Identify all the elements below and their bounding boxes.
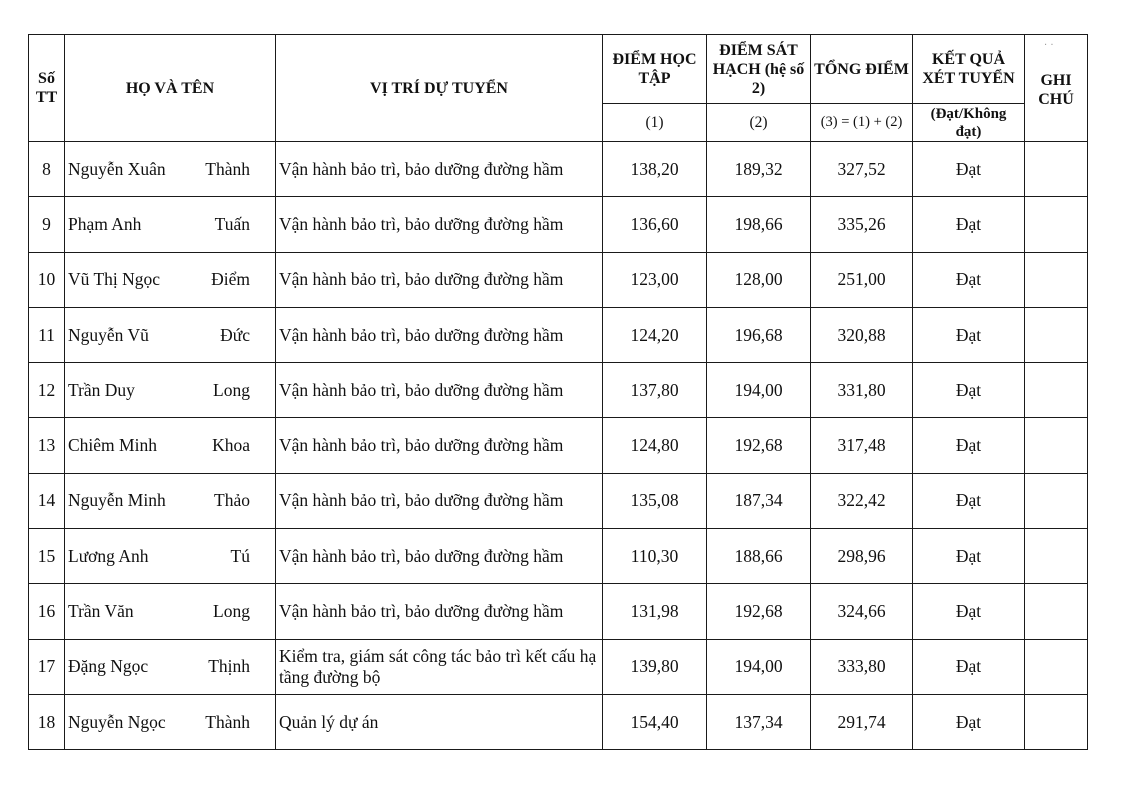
row-stt-text: 11 xyxy=(38,324,55,345)
row-study-score xyxy=(603,473,707,528)
row-note xyxy=(1025,197,1088,252)
row-study-score xyxy=(603,363,707,418)
results-table xyxy=(28,34,1088,750)
row-total-score-text: 333,80 xyxy=(837,656,886,677)
row-total-score-text: 335,26 xyxy=(837,213,886,234)
row-stt xyxy=(29,252,65,307)
row-exam-score-text: 198,66 xyxy=(734,213,783,234)
header-name: HỌ VÀ TÊN xyxy=(65,35,276,142)
row-first-name: Phạm Anh xyxy=(68,213,142,234)
row-last-name: Đức xyxy=(220,324,250,345)
row-stt-text: 14 xyxy=(37,490,56,511)
row-result-text: Đạt xyxy=(955,711,982,732)
table-row xyxy=(29,473,1088,528)
row-position-text: Vận hành bảo trì, bảo dưỡng đường hầm xyxy=(279,213,564,234)
row-result-text: Đạt xyxy=(955,656,982,677)
row-note xyxy=(1025,142,1088,197)
table-row xyxy=(29,142,1088,197)
header-exam-score: ĐIỂM SÁT HẠCH (hệ số 2) xyxy=(707,35,811,104)
row-total-score xyxy=(811,307,913,362)
row-total-score-text: 324,66 xyxy=(837,601,886,622)
row-first-name: Nguyễn Xuân xyxy=(68,158,166,179)
row-exam-score-text: 194,00 xyxy=(734,656,783,677)
row-last-name: Thảo xyxy=(214,490,250,511)
row-total-score xyxy=(811,584,913,639)
row-result-text: Đạt xyxy=(955,435,982,456)
row-result xyxy=(913,639,1025,694)
row-study-score xyxy=(603,418,707,473)
row-note xyxy=(1025,418,1088,473)
header-total-sub: (3) = (1) + (2) xyxy=(811,104,913,142)
row-name xyxy=(65,307,276,362)
row-study-score xyxy=(603,307,707,362)
header-exam-sub: (2) xyxy=(707,104,811,142)
row-total-score xyxy=(811,529,913,584)
row-position xyxy=(276,473,603,528)
row-result xyxy=(913,363,1025,418)
row-last-name: Tuấn xyxy=(214,213,250,234)
row-last-name: Khoa xyxy=(212,435,250,456)
row-name xyxy=(65,584,276,639)
row-total-score xyxy=(811,142,913,197)
table-row xyxy=(29,584,1088,639)
row-last-name: Long xyxy=(213,601,250,622)
row-last-name: Long xyxy=(213,379,250,400)
row-total-score xyxy=(811,473,913,528)
scan-speck-mark: · · xyxy=(1044,40,1054,51)
row-total-score-text: 320,88 xyxy=(837,324,886,345)
row-study-score-text: 139,80 xyxy=(630,656,679,677)
row-position xyxy=(276,142,603,197)
row-exam-score xyxy=(707,363,811,418)
row-study-score xyxy=(603,252,707,307)
row-name xyxy=(65,197,276,252)
row-position-text: Quản lý dự án xyxy=(279,711,379,732)
row-result xyxy=(913,252,1025,307)
row-exam-score xyxy=(707,142,811,197)
table-row xyxy=(29,197,1088,252)
row-exam-score xyxy=(707,252,811,307)
row-total-score-text: 317,48 xyxy=(837,435,886,456)
row-stt xyxy=(29,529,65,584)
row-result xyxy=(913,197,1025,252)
row-study-score-text: 154,40 xyxy=(630,711,679,732)
row-position-text: Vận hành bảo trì, bảo dưỡng đường hầm xyxy=(279,601,564,622)
row-result-text: Đạt xyxy=(955,490,982,511)
header-result: KẾT QUẢ XÉT TUYỂN xyxy=(913,35,1025,104)
row-result xyxy=(913,142,1025,197)
row-exam-score-text: 187,34 xyxy=(734,490,783,511)
row-name xyxy=(65,252,276,307)
row-stt-text: 9 xyxy=(42,213,51,234)
row-position xyxy=(276,584,603,639)
row-stt xyxy=(29,694,65,749)
table-row xyxy=(29,418,1088,473)
row-stt-text: 12 xyxy=(37,379,56,400)
row-last-name: Thành xyxy=(205,711,250,732)
row-name xyxy=(65,694,276,749)
row-position-text: Vận hành bảo trì, bảo dưỡng đường hầm xyxy=(279,545,564,566)
row-exam-score-text: 192,68 xyxy=(734,601,783,622)
table-body xyxy=(29,142,1088,750)
row-last-name: Tú xyxy=(230,545,250,566)
row-exam-score-text: 188,66 xyxy=(734,545,783,566)
row-total-score-text: 327,52 xyxy=(837,158,886,179)
header-study-sub: (1) xyxy=(603,104,707,142)
row-study-score-text: 124,20 xyxy=(630,324,679,345)
header-note: GHI CHÚ xyxy=(1025,35,1088,142)
row-first-name: Chiêm Minh xyxy=(68,435,157,456)
row-first-name: Trần Văn xyxy=(68,601,134,622)
row-exam-score-text: 128,00 xyxy=(734,269,783,290)
row-note xyxy=(1025,307,1088,362)
row-result xyxy=(913,307,1025,362)
row-total-score-text: 322,42 xyxy=(837,490,886,511)
row-stt-text: 8 xyxy=(42,158,51,179)
row-name xyxy=(65,363,276,418)
table-row xyxy=(29,529,1088,584)
row-name xyxy=(65,529,276,584)
row-stt xyxy=(29,418,65,473)
row-stt-text: 16 xyxy=(37,601,56,622)
row-exam-score-text: 192,68 xyxy=(734,435,783,456)
row-position xyxy=(276,197,603,252)
row-exam-score-text: 137,34 xyxy=(734,711,783,732)
row-last-name: Thành xyxy=(205,158,250,179)
row-result-text: Đạt xyxy=(955,324,982,345)
row-exam-score xyxy=(707,307,811,362)
row-study-score-text: 135,08 xyxy=(630,490,679,511)
row-result-text: Đạt xyxy=(955,545,982,566)
row-total-score xyxy=(811,197,913,252)
row-study-score xyxy=(603,197,707,252)
row-result-text: Đạt xyxy=(955,379,982,400)
row-note xyxy=(1025,252,1088,307)
row-total-score xyxy=(811,639,913,694)
row-exam-score xyxy=(707,418,811,473)
row-study-score-text: 131,98 xyxy=(630,601,679,622)
row-study-score-text: 136,60 xyxy=(630,213,679,234)
row-result-text: Đạt xyxy=(955,158,982,179)
row-last-name: Điểm xyxy=(211,269,250,290)
row-last-name: Thịnh xyxy=(208,656,250,677)
row-name xyxy=(65,418,276,473)
row-first-name: Nguyễn Ngọc xyxy=(68,711,166,732)
row-position-text: Vận hành bảo trì, bảo dưỡng đường hầm xyxy=(279,158,564,179)
row-total-score xyxy=(811,694,913,749)
row-total-score-text: 251,00 xyxy=(837,269,886,290)
row-name xyxy=(65,142,276,197)
row-study-score xyxy=(603,529,707,584)
row-total-score-text: 291,74 xyxy=(837,711,886,732)
row-position-text: Vận hành bảo trì, bảo dưỡng đường hầm xyxy=(279,379,564,400)
row-position xyxy=(276,252,603,307)
row-stt-text: 17 xyxy=(37,656,56,677)
row-study-score-text: 138,20 xyxy=(630,158,679,179)
row-study-score xyxy=(603,142,707,197)
row-note xyxy=(1025,363,1088,418)
row-result xyxy=(913,584,1025,639)
row-position-text: Vận hành bảo trì, bảo dưỡng đường hầm xyxy=(279,435,564,456)
row-first-name: Nguyễn Minh xyxy=(68,490,166,511)
row-note xyxy=(1025,639,1088,694)
row-result-text: Đạt xyxy=(955,213,982,234)
row-position-text: Kiểm tra, giám sát công tác bảo trì kết cấu hạ tầng đường bộ xyxy=(279,645,597,687)
row-first-name: Đặng Ngọc xyxy=(68,656,149,677)
row-position xyxy=(276,639,603,694)
table-row xyxy=(29,363,1088,418)
row-result-text: Đạt xyxy=(955,601,982,622)
row-stt xyxy=(29,473,65,528)
row-exam-score xyxy=(707,584,811,639)
row-result-text: Đạt xyxy=(955,269,982,290)
row-stt xyxy=(29,584,65,639)
row-note xyxy=(1025,584,1088,639)
row-position xyxy=(276,363,603,418)
document-page xyxy=(28,34,1088,750)
header-result-sub: (Đạt/Không đạt) xyxy=(913,104,1025,142)
row-stt-text: 15 xyxy=(37,545,56,566)
row-position-text: Vận hành bảo trì, bảo dưỡng đường hầm xyxy=(279,324,564,345)
row-stt xyxy=(29,142,65,197)
row-note xyxy=(1025,529,1088,584)
row-stt xyxy=(29,197,65,252)
table-row xyxy=(29,307,1088,362)
row-note xyxy=(1025,694,1088,749)
row-first-name: Trần Duy xyxy=(68,379,135,400)
row-stt-text: 10 xyxy=(37,269,56,290)
row-exam-score xyxy=(707,694,811,749)
row-total-score-text: 331,80 xyxy=(837,379,886,400)
row-result xyxy=(913,694,1025,749)
row-study-score xyxy=(603,639,707,694)
row-study-score-text: 137,80 xyxy=(630,379,679,400)
row-position xyxy=(276,529,603,584)
row-exam-score xyxy=(707,197,811,252)
row-first-name: Nguyễn Vũ xyxy=(68,324,149,345)
row-position-text: Vận hành bảo trì, bảo dưỡng đường hầm xyxy=(279,269,564,290)
row-result xyxy=(913,418,1025,473)
header-study-score: ĐIỂM HỌC TẬP xyxy=(603,35,707,104)
table-header xyxy=(29,35,1088,142)
row-study-score xyxy=(603,584,707,639)
row-position xyxy=(276,694,603,749)
row-study-score-text: 110,30 xyxy=(630,545,679,566)
row-position xyxy=(276,307,603,362)
row-exam-score xyxy=(707,639,811,694)
row-exam-score-text: 189,32 xyxy=(734,158,783,179)
row-study-score-text: 124,80 xyxy=(630,435,679,456)
row-position xyxy=(276,418,603,473)
row-stt xyxy=(29,363,65,418)
row-stt xyxy=(29,307,65,362)
row-total-score xyxy=(811,252,913,307)
row-exam-score xyxy=(707,473,811,528)
row-name xyxy=(65,473,276,528)
row-exam-score-text: 194,00 xyxy=(734,379,783,400)
row-stt-text: 18 xyxy=(37,711,56,732)
row-result xyxy=(913,529,1025,584)
row-exam-score xyxy=(707,529,811,584)
header-stt: Số TT xyxy=(29,35,65,142)
header-total-score: TỔNG ĐIỂM xyxy=(811,35,913,104)
row-total-score xyxy=(811,418,913,473)
row-result xyxy=(913,473,1025,528)
row-first-name: Vũ Thị Ngọc xyxy=(68,269,161,290)
row-study-score-text: 123,00 xyxy=(630,269,679,290)
row-total-score xyxy=(811,363,913,418)
row-stt xyxy=(29,639,65,694)
table-row xyxy=(29,252,1088,307)
row-note xyxy=(1025,473,1088,528)
row-study-score xyxy=(603,694,707,749)
row-name xyxy=(65,639,276,694)
row-total-score-text: 298,96 xyxy=(837,545,886,566)
header-position: VỊ TRÍ DỰ TUYỂN xyxy=(276,35,603,142)
row-first-name: Lương Anh xyxy=(68,545,149,566)
row-stt-text: 13 xyxy=(37,435,56,456)
table-row xyxy=(29,639,1088,694)
row-position-text: Vận hành bảo trì, bảo dưỡng đường hầm xyxy=(279,490,564,511)
table-row xyxy=(29,694,1088,749)
row-exam-score-text: 196,68 xyxy=(734,324,783,345)
